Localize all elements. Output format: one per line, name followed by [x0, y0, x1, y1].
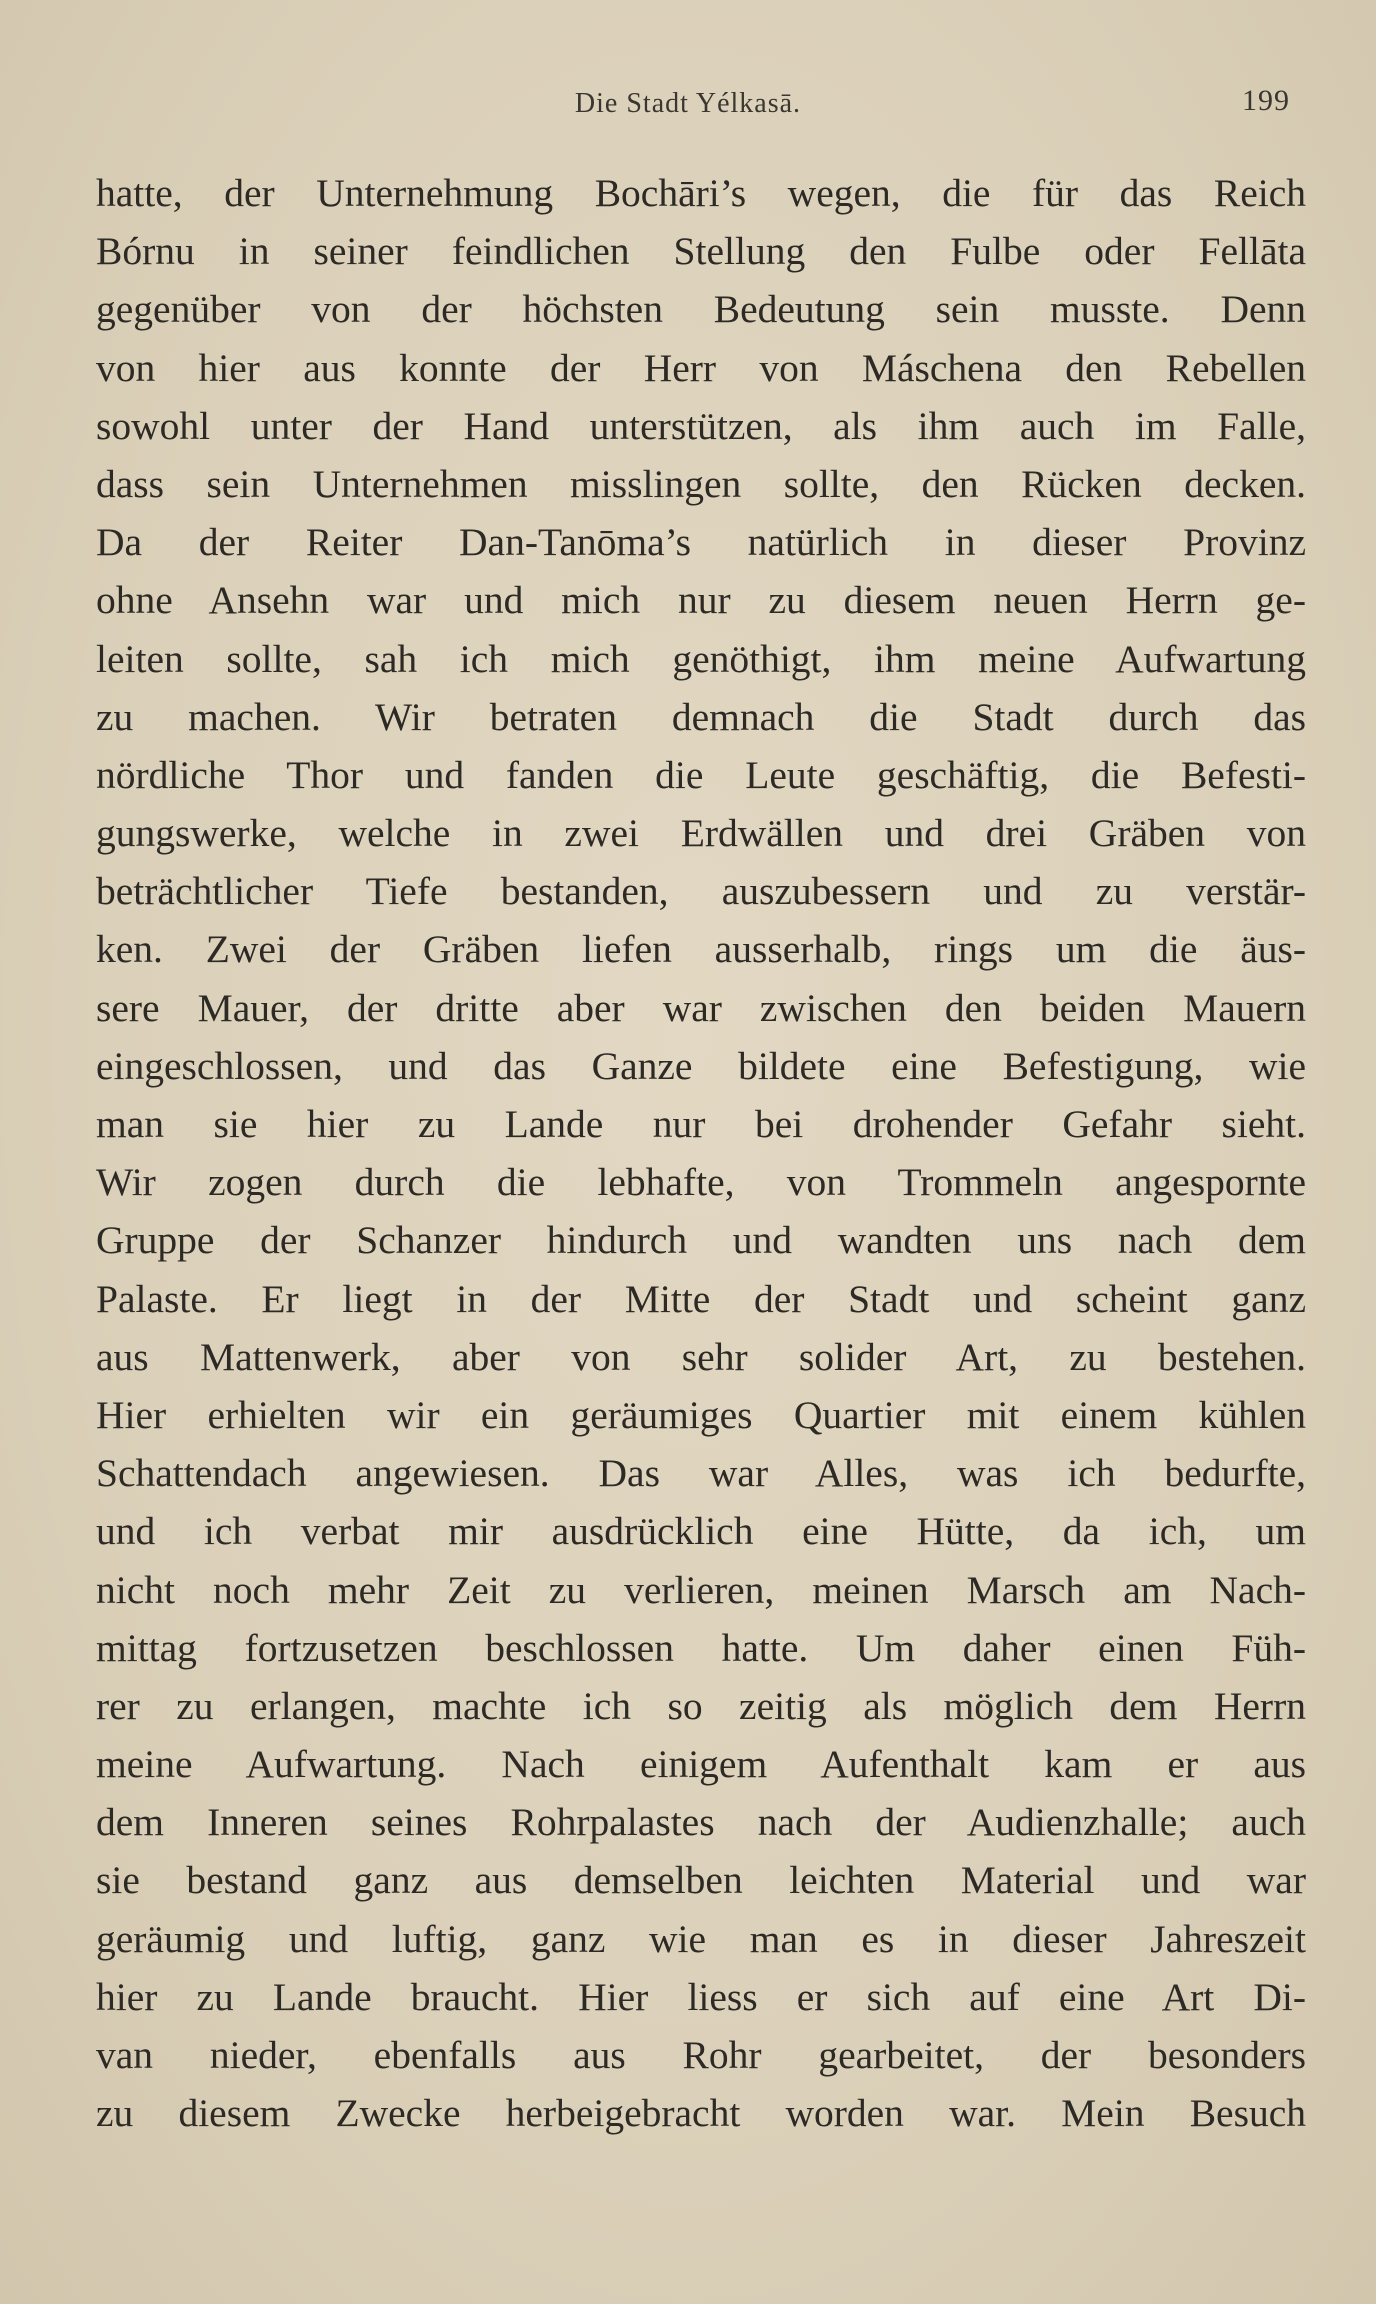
- text-line: und ich verbat mir ausdrücklich eine Hütte, da ich, um: [96, 1509, 1306, 1554]
- text-line: von hier aus konnte der Herr von Máschena den Rebellen: [96, 345, 1306, 390]
- page-number: 199: [1242, 84, 1290, 117]
- text-line: beträchtlicher Tiefe bestanden, auszubessern und zu verstär-: [96, 869, 1306, 914]
- text-line: leiten sollte, sah ich mich genöthigt, ihm meine Aufwartung: [96, 636, 1306, 681]
- text-line: gegenüber von der höchsten Bedeutung sein musste. Denn: [96, 287, 1306, 332]
- text-line: hatte, der Unternehmung Bochāri’s wegen, die für das Reich: [96, 171, 1306, 215]
- text-line: man sie hier zu Lande nur bei drohender Gefahr sieht.: [96, 1102, 1306, 1146]
- text-line: dass sein Unternehmen misslingen sollte, den Rücken decken.: [96, 461, 1306, 506]
- text-line: rer zu erlangen, machte ich so zeitig als möglich dem Herrn: [96, 1683, 1306, 1728]
- text-line: Schattendach angewiesen. Das war Alles, was ich bedurfte,: [96, 1451, 1306, 1496]
- text-line: zu diesem Zwecke herbeigebracht worden war. Mein Besuch: [96, 2091, 1306, 2136]
- running-title: Die Stadt Yélkasā.: [574, 88, 802, 119]
- text-line: Bórnu in seiner feindlichen Stellung den Fulbe oder Fellāta: [96, 229, 1306, 274]
- text-line: eingeschlossen, und das Ganze bildete eine Befestigung, wie: [96, 1043, 1306, 1088]
- text-line: Gruppe der Schanzer hindurch und wandten uns nach dem: [96, 1218, 1306, 1263]
- text-line: Palaste. Er liegt in der Mitte der Stadt und scheint ganz: [96, 1276, 1306, 1321]
- text-line: Da der Reiter Dan-Tanōma’s natürlich in dieser Provinz: [96, 520, 1306, 565]
- text-line: zu machen. Wir betraten demnach die Stadt durch das: [96, 694, 1306, 739]
- text-line: sowohl unter der Hand unterstützen, als ihm auch im Falle,: [96, 403, 1306, 448]
- text-line: nicht noch mehr Zeit zu verlieren, meinen Marsch am Nach-: [96, 1567, 1306, 1612]
- text-line: nördliche Thor und fanden die Leute geschäftig, die Befesti-: [96, 752, 1306, 797]
- text-line: van nieder, ebenfalls aus Rohr gearbeitet, der besonders: [96, 2033, 1306, 2077]
- text-line: Wir zogen durch die lebhafte, von Trommeln angespornte: [96, 1160, 1306, 1205]
- text-line: meine Aufwartung. Nach einigem Aufenthalt kam er aus: [96, 1742, 1306, 1787]
- text-line: gungswerke, welche in zwei Erdwällen und drei Gräben von: [96, 811, 1306, 856]
- running-head: [0, 84, 1376, 128]
- text-line: sie bestand ganz aus demselben leichten Material und war: [96, 1858, 1306, 1903]
- text-line: ken. Zwei der Gräben liefen ausserhalb, rings um die äus-: [96, 927, 1306, 972]
- text-line: sere Mauer, der dritte aber war zwischen den beiden Mauern: [96, 985, 1306, 1030]
- text-line: ohne Ansehn war und mich nur zu diesem neuen Herrn ge-: [96, 578, 1306, 623]
- text-line: dem Inneren seines Rohrpalastes nach der Audienzhalle; auch: [96, 1800, 1306, 1845]
- text-line: hier zu Lande braucht. Hier liess er sich auf eine Art Di-: [96, 1974, 1306, 2019]
- text-line: geräumig und luftig, ganz wie man es in dieser Jahreszeit: [96, 1916, 1306, 1961]
- text-line: aus Mattenwerk, aber von sehr solider Art, zu bestehen.: [96, 1334, 1306, 1379]
- text-line: mittag fortzusetzen beschlossen hatte. Um daher einen Füh-: [96, 1625, 1306, 1670]
- body-text: [96, 164, 1306, 2142]
- text-line: Hier erhielten wir ein geräumiges Quartier mit einem kühlen: [96, 1392, 1306, 1437]
